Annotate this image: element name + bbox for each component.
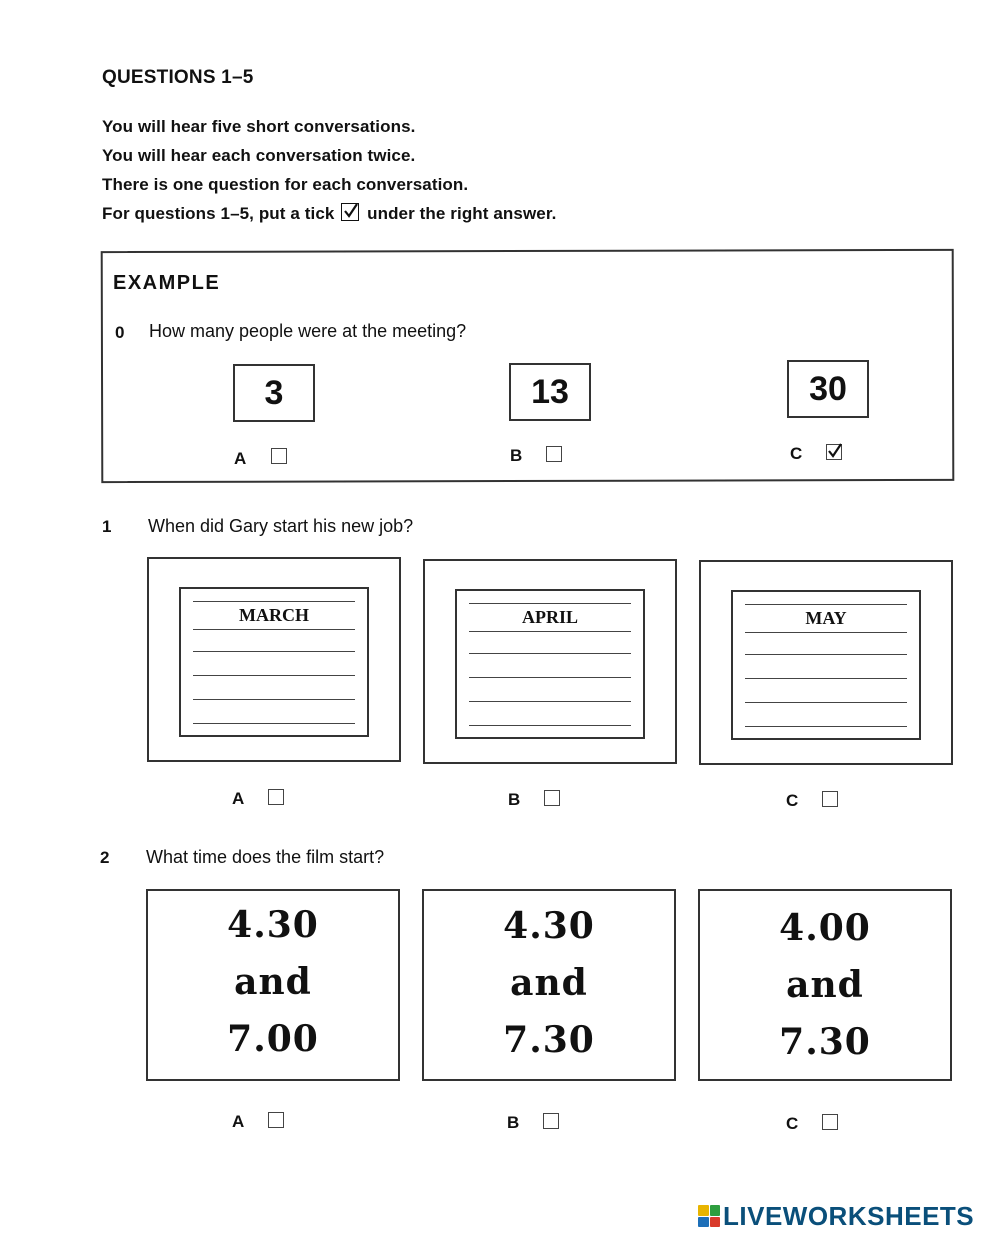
option-b-label: B: [508, 790, 521, 809]
option-b-checkbox[interactable]: [543, 1113, 559, 1129]
question-number: 1: [102, 517, 112, 536]
calendar-month: APRIL: [521, 607, 578, 627]
brand-text: LIVEWORKSHEETS: [723, 1200, 975, 1231]
check-icon: [826, 442, 844, 460]
calendar-option-c: [699, 560, 953, 765]
option-a-checkbox[interactable]: [268, 789, 284, 805]
option-c-label: C: [790, 444, 803, 463]
time-second: 7.00: [227, 1018, 319, 1060]
time-option-c: [698, 889, 952, 1081]
instruction-text: For questions 1–5, put a tick: [102, 204, 335, 223]
calendar-page: [731, 590, 921, 740]
question-number: 2: [100, 848, 110, 867]
calendar-page: [179, 587, 369, 737]
option-c-checkbox[interactable]: [822, 1114, 838, 1130]
option-b-label: B: [510, 446, 523, 465]
time-and: and: [234, 961, 312, 1003]
instruction-line: There is one question for each conversation.: [102, 175, 469, 194]
option-b-checkbox[interactable]: [544, 790, 560, 806]
option-b-label: B: [507, 1113, 520, 1132]
option-a-value: 3: [233, 364, 315, 422]
calendar-option-a: [147, 557, 401, 762]
question-text: How many people were at the meeting?: [149, 321, 467, 341]
question-text: When did Gary start his new job?: [148, 516, 414, 536]
option-c-label: C: [786, 1114, 799, 1133]
option-b-checkbox[interactable]: [546, 446, 562, 462]
calendar-month: MARCH: [239, 605, 309, 625]
brand-logo[interactable]: [698, 1199, 974, 1233]
time-option-a: [146, 889, 400, 1081]
question-text: What time does the film start?: [146, 847, 385, 867]
option-a-checkbox[interactable]: [271, 448, 287, 464]
instruction-line: You will hear five short conversations.: [102, 117, 416, 136]
time-first: 4.00: [779, 907, 871, 949]
question-number: 0: [115, 323, 125, 342]
time-and: and: [510, 962, 588, 1004]
option-c-checkbox[interactable]: [822, 791, 838, 807]
time-second: 7.30: [503, 1019, 595, 1061]
section-heading: QUESTIONS 1–5: [102, 67, 254, 88]
time-first: 4.30: [227, 904, 319, 946]
calendar-option-b: [423, 559, 677, 764]
calendar-page: [455, 589, 645, 739]
brand-icon: [698, 1205, 720, 1227]
option-a-label: A: [232, 1112, 245, 1131]
option-a-checkbox[interactable]: [268, 1112, 284, 1128]
instruction-line-tick: [102, 203, 556, 224]
time-first: 4.30: [503, 905, 595, 947]
time-option-b: [422, 889, 676, 1081]
option-c-label: C: [786, 791, 799, 810]
instruction-text: under the right answer.: [367, 204, 557, 223]
tick-icon: [341, 203, 359, 221]
time-and: and: [786, 964, 864, 1006]
option-a-label: A: [234, 449, 247, 468]
time-second: 7.30: [779, 1021, 871, 1063]
option-a-label: A: [232, 789, 245, 808]
option-c-value: 30: [787, 360, 869, 418]
option-b-value: 13: [509, 363, 591, 421]
calendar-month: MAY: [805, 608, 847, 628]
instruction-line: You will hear each conversation twice.: [102, 146, 416, 165]
option-c-checkbox-checked[interactable]: [826, 444, 842, 460]
example-label: EXAMPLE: [113, 272, 221, 294]
